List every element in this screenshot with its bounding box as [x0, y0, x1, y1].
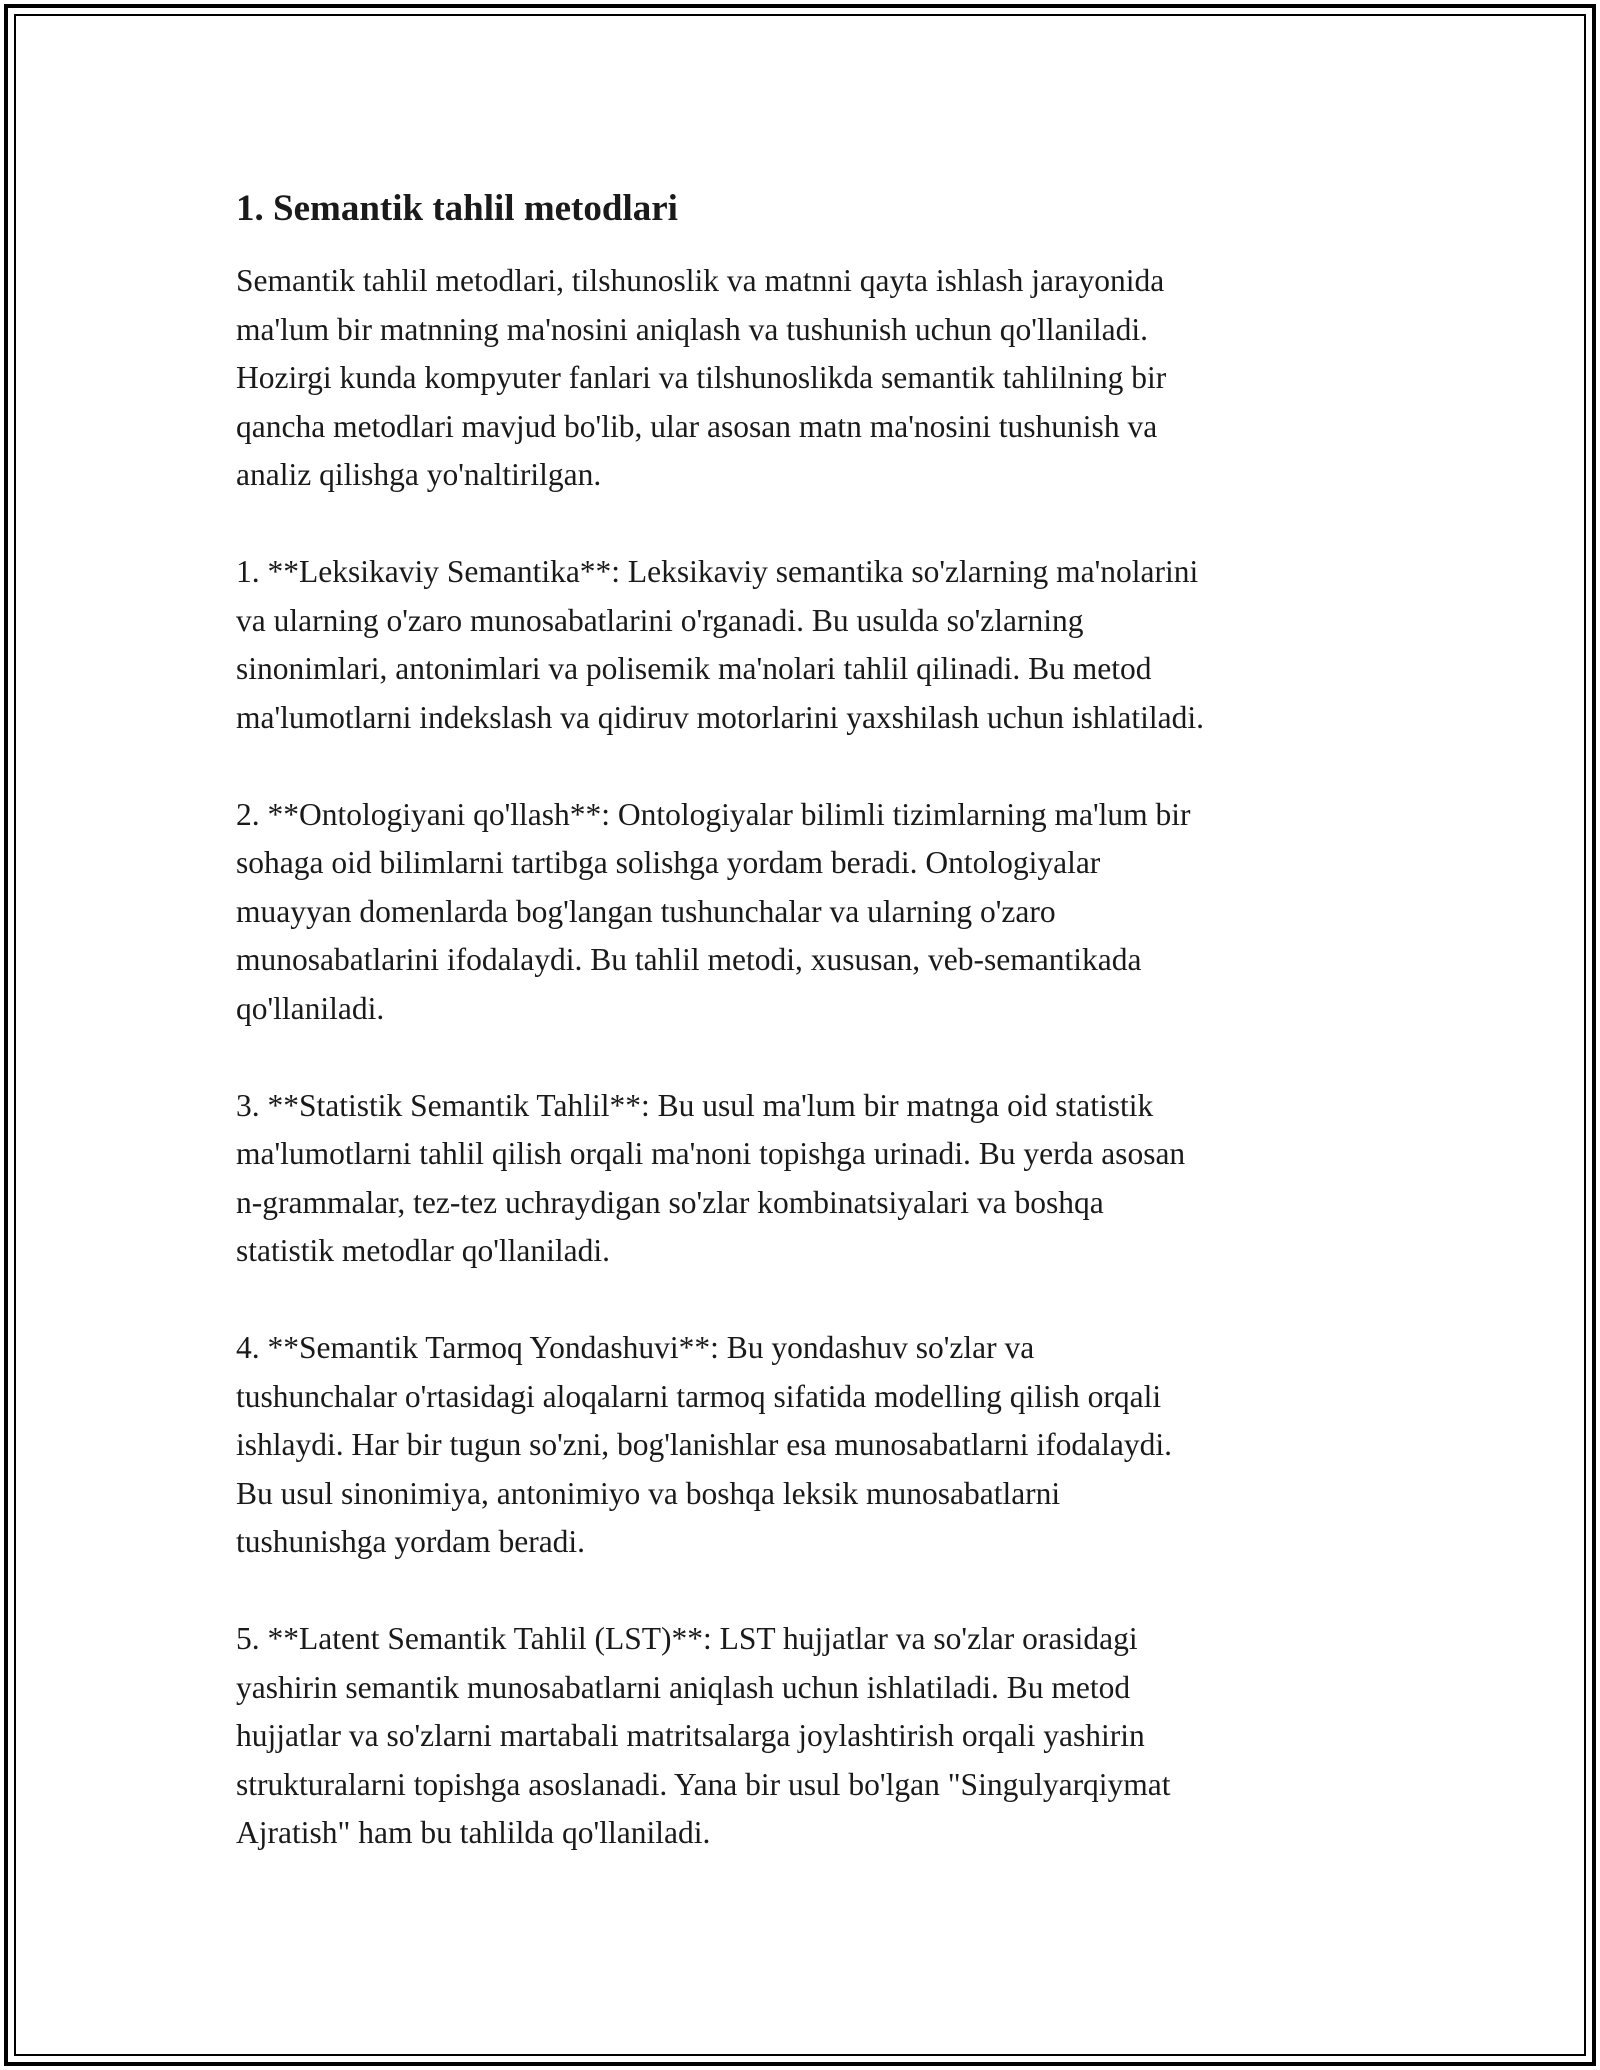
method-4-paragraph: 4. **Semantik Tarmoq Yondashuvi**: Bu yondashuv so'zlar va tushunchalar o'rtasidagi aloqalarni tarmoq sifatida modelling qilish orqali ishlaydi. Har bir tugun so'zni, bog'lanishlar esa munosabatlarni ifodalaydi. Bu usul sinonimiya, antonimiyo va boshqa leksik munosabatlarni tushunishga yordam beradi.	[236, 1330, 1173, 1559]
intro-paragraph: Semantik tahlil metodlari, tilshunoslik va matnni qayta ishlash jarayonida ma'lum bir matnning ma'nosini aniqlash va tushunish uchun qo'llaniladi. Hozirgi kunda kompyuter fanlari va tilshunoslikda semantik tahlilning bir qancha metodlari mavjud bo'lib, ular asosan matn ma'nosini tushunish va analiz qilishga yo'naltirilgan.	[236, 263, 1167, 492]
document-title: 1. Semantik tahlil metodlari	[236, 188, 678, 229]
method-2-paragraph: 2. **Ontologiyani qo'llash**: Ontologiyalar bilimli tizimlarning ma'lum bir sohaga oid bilimlarni tartibga solishga yordam beradi. Ontologiyalar muayyan domenlarda bog'langan tushunchalar va ularning o'zaro munosabatlarini ifodalaydi. Bu tahlil metodi, xususan, veb-semantikada qo'llaniladi.	[236, 796, 1191, 1026]
method-1-paragraph: 1. **Leksikaviy Semantika**: Leksikaviy semantika so'zlarning ma'nolarini va ularning o'zaro munosabatlarini o'rganadi. Bu usulda so'zlarning sinonimlari, antonimlari va polisemik ma'nolari tahlil qilinadi. Bu metod ma'lumotlarni indekslash va qidiruv motorlarini yaxshilash uchun ishlatiladi.	[236, 554, 1205, 735]
document-body	[236, 185, 1416, 1906]
method-5-paragraph: 5. **Latent Semantik Tahlil (LST)**: LST hujjatlar va so'zlar orasidagi yashirin semantik munosabatlarni aniqlash uchun ishlatiladi. Bu metod hujjatlar va so'zlarni martabali matritsalarga joylashtirish orqali yashirin strukturalarni topishga asoslanadi. Yana bir usul bo'lgan "Singulyarqiymat Ajratish" ham bu tahlilda qo'llaniladi.	[236, 1621, 1171, 1850]
method-3-paragraph: 3. **Statistik Semantik Tahlil**: Bu usul ma'lum bir matnga oid statistik ma'lumotlarni tahlil qilish orqali ma'noni topishga urinadi. Bu yerda asosan n-grammalar, tez-tez uchraydigan so'zlar kombinatsiyalari va boshqa statistik metodlar qo'llaniladi.	[236, 1087, 1186, 1268]
